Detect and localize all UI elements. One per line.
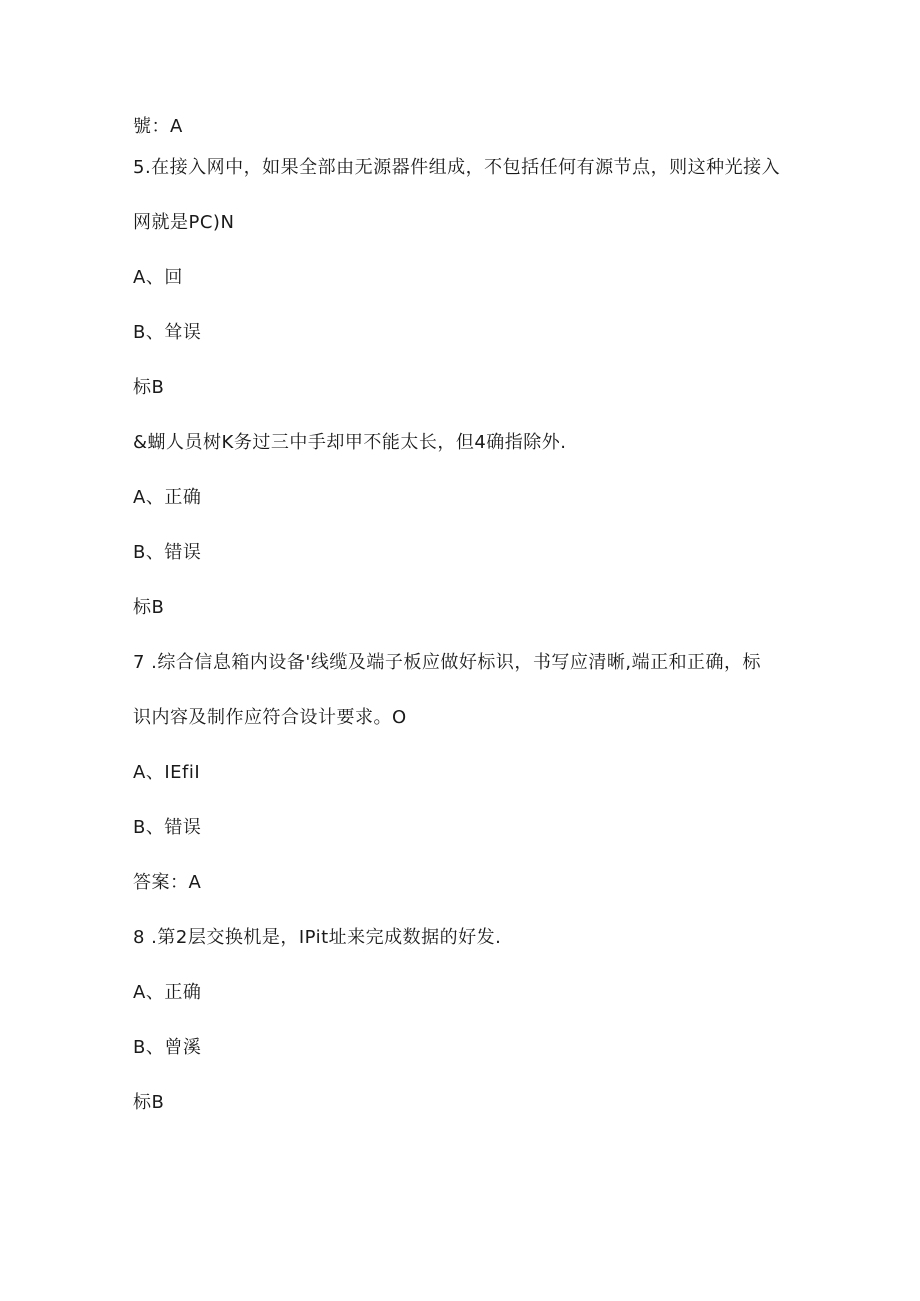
question-7-text-line-2: 识内容及制作应符合设计要求。O <box>133 707 407 728</box>
question-6-answer: 标B <box>133 597 165 618</box>
answer-line: 號：A <box>133 116 183 137</box>
question-5-answer: 标B <box>133 377 165 398</box>
question-8-option-b: B、曾溪 <box>133 1037 202 1058</box>
question-5-text-line-2: 网就是PC)N <box>133 212 235 233</box>
question-7-answer: 答案：A <box>133 872 202 893</box>
question-6-option-b: B、错误 <box>133 542 202 563</box>
question-5-option-b: B、耸误 <box>133 322 202 343</box>
question-8-answer: 标B <box>133 1092 165 1113</box>
question-6-text: &蝴人员树K务过三中手却甲不能太长，但4确指除外. <box>133 432 567 453</box>
question-6-option-a: A、正确 <box>133 487 202 508</box>
question-5-text-line-1: 5.在接入网中，如果全部由无源器件组成，不包括任何有源节点，则这种光接入 <box>133 157 781 178</box>
question-7-option-b: B、错误 <box>133 817 202 838</box>
question-7-option-a: A、IEfiI <box>133 762 201 783</box>
question-8-text: 8 .第2层交换机是，IPit址来完成数据的好发. <box>133 927 502 948</box>
question-8-option-a: A、正确 <box>133 982 202 1003</box>
question-5-option-a: A、回 <box>133 267 183 288</box>
question-7-text-line-1: 7 .综合信息箱内设备'线缆及端子板应做好标识，书写应清晰,端正和正确，标 <box>133 652 762 673</box>
